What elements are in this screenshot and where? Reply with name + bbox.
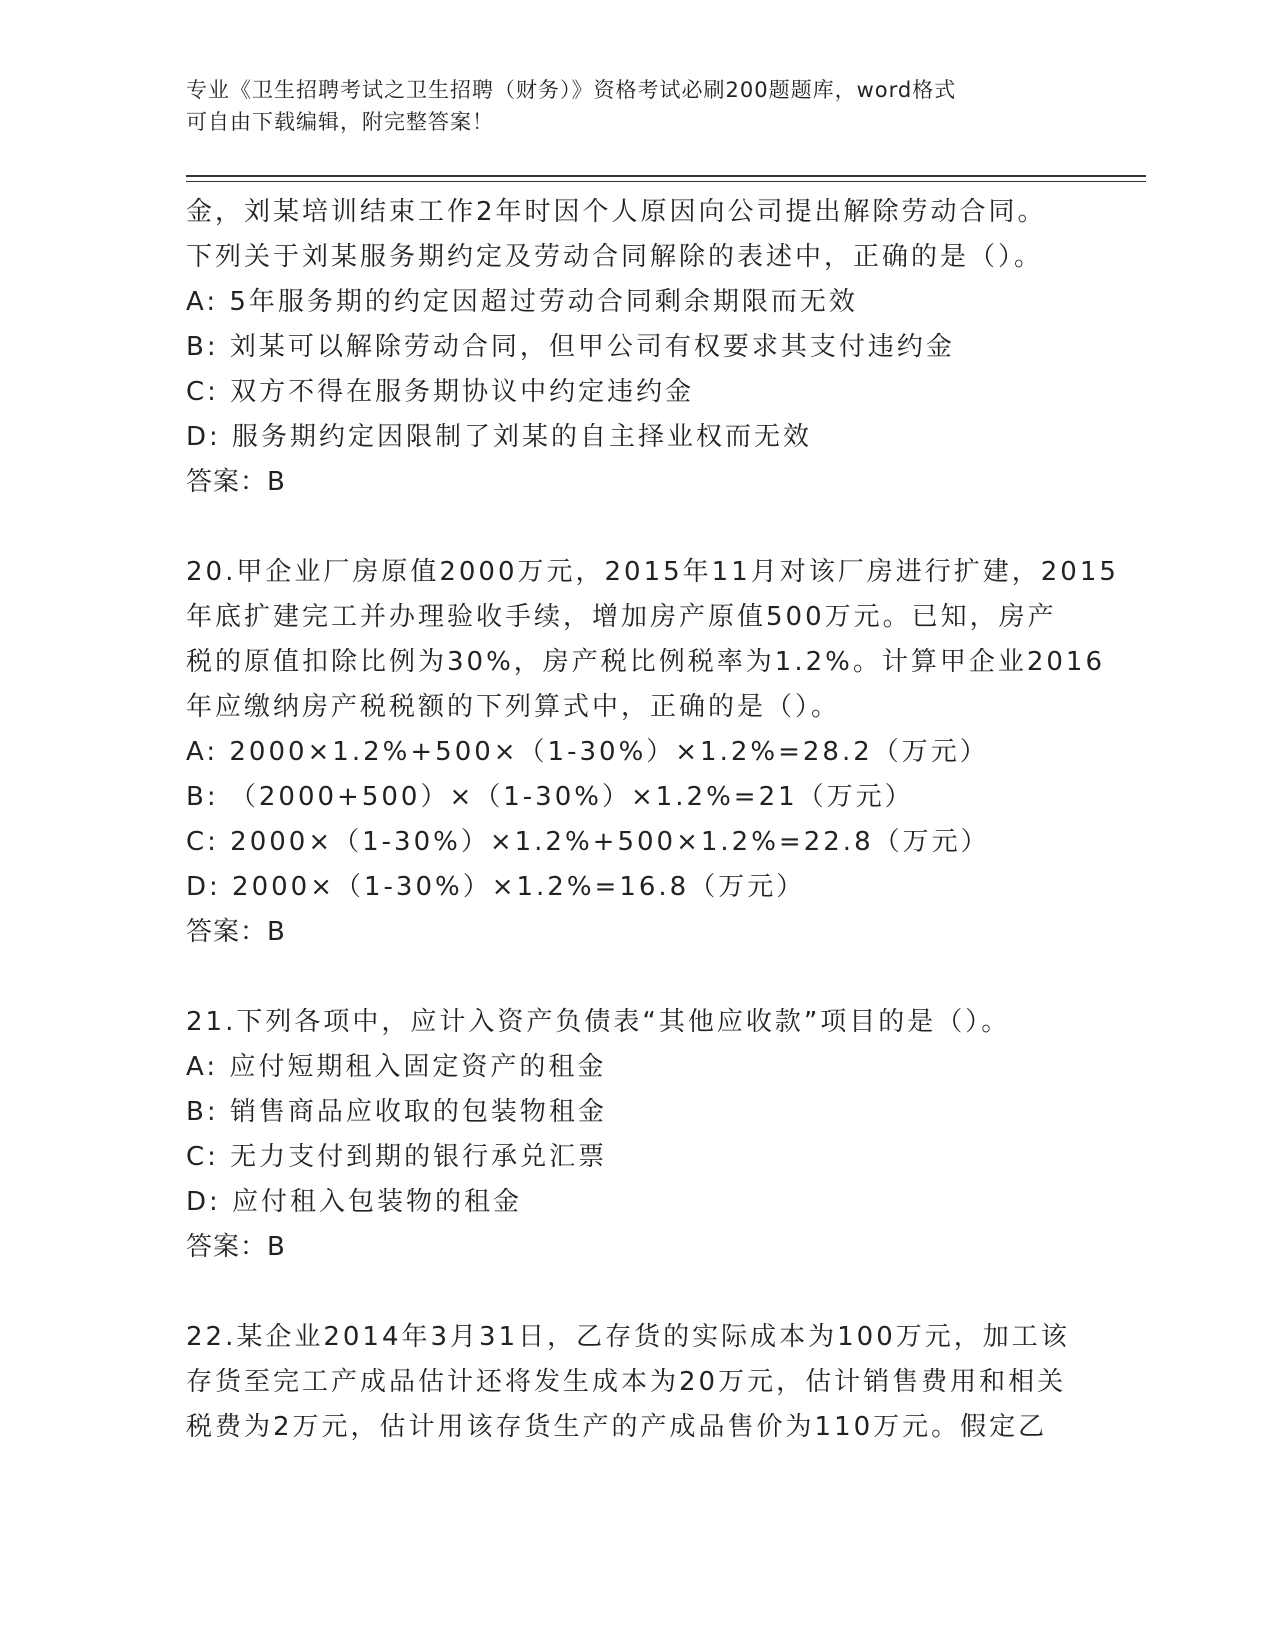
spacer [186,955,1126,1000]
question-text-line: 22.某企业2014年3月31日，乙存货的实际成本为100万元，加工该 [186,1322,1070,1352]
option-d: D: 2000×（1-30%）×1.2%=16.8（万元） [186,872,806,902]
document-body [186,190,1126,1450]
option-c: C: 2000×（1-30%）×1.2%+500×1.2%=22.8（万元） [186,827,990,857]
header-rule-thin [186,181,1146,182]
question-text-line: 税的原值扣除比例为30%，房产税比例税率为1.2%。计算甲企业2016 [186,647,1106,677]
document-header [186,74,1086,138]
question-19-continued [186,190,1126,505]
question-text-line: 下列关于刘某服务期约定及劳动合同解除的表述中，正确的是（）。 [186,242,1044,272]
option-a: A: 2000×1.2%+500×（1-30%）×1.2%=28.2（万元） [186,737,989,767]
question-text-line: 存货至完工产成品估计还将发生成本为20万元，估计销售费用和相关 [186,1367,1067,1397]
option-a: A: 应付短期租入固定资产的租金 [186,1052,607,1082]
option-a: A: 5年服务期的约定因超过劳动合同剩余期限而无效 [186,287,858,317]
question-text-line: 21.下列各项中，应计入资产负债表“其他应收款”项目的是（）。 [186,1007,1011,1037]
question-text-line: 20.甲企业厂房原值2000万元，2015年11月对该厂房进行扩建，2015 [186,557,1119,587]
question-22 [186,1315,1126,1450]
option-c: C: 双方不得在服务期协议中约定违约金 [186,377,695,407]
answer-line: 答案：B [186,1232,286,1262]
answer-line: 答案：B [186,467,286,497]
question-21 [186,1000,1126,1270]
question-text-line: 金，刘某培训结束工作2年时因个人原因向公司提出解除劳动合同。 [186,197,1047,227]
option-d: D: 应付租入包装物的租金 [186,1187,523,1217]
question-text-line: 年底扩建完工并办理验收手续，增加房产原值500万元。已知，房产 [186,602,1057,632]
answer-line: 答案：B [186,917,286,947]
spacer [186,1270,1126,1315]
option-c: C: 无力支付到期的银行承兑汇票 [186,1142,608,1172]
question-text-line: 年应缴纳房产税税额的下列算式中，正确的是（）。 [186,692,841,722]
option-b: B: （2000+500）×（1-30%）×1.2%=21（万元） [186,782,914,812]
question-20 [186,550,1126,955]
spacer [186,505,1126,550]
option-b: B: 刘某可以解除劳动合同，但甲公司有权要求其支付违约金 [186,332,955,362]
header-rule-thick [186,175,1146,177]
header-title-line-2: 可自由下载编辑，附完整答案！ [186,110,494,134]
option-b: B: 销售商品应收取的包装物租金 [186,1097,607,1127]
question-text-line: 税费为2万元，估计用该存货生产的产成品售价为110万元。假定乙 [186,1412,1048,1442]
option-d: D: 服务期约定因限制了刘某的自主择业权而无效 [186,422,813,452]
header-title-line-1: 专业《卫生招聘考试之卫生招聘（财务）》资格考试必刷200题题库，word格式 [186,78,957,102]
